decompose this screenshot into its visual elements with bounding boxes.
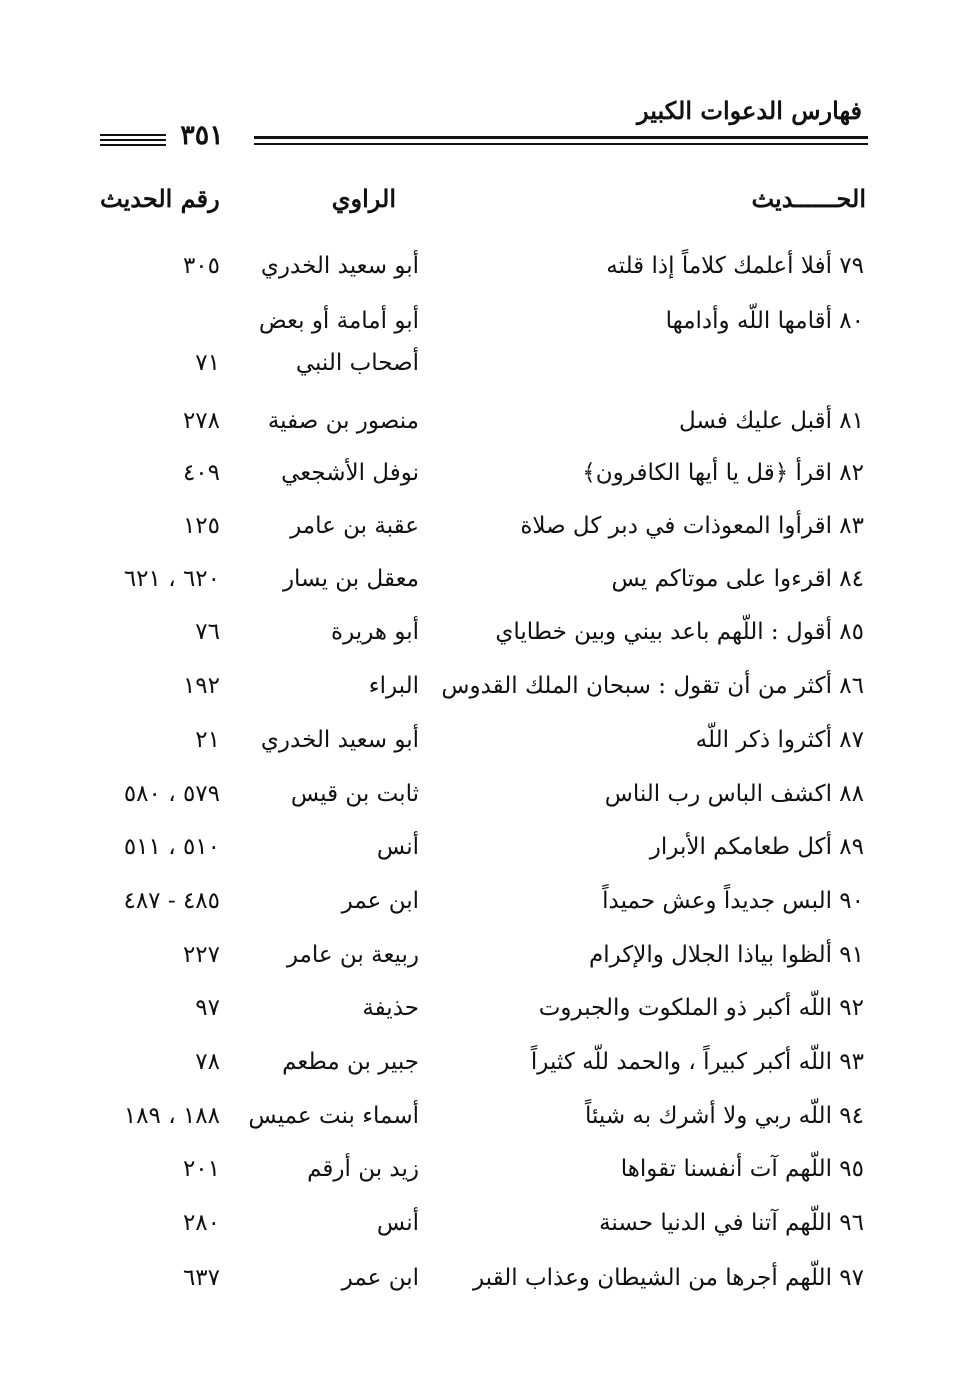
hadith-text: ٨٠ أقامها اللّه وأدامها — [665, 308, 864, 334]
hadith-text: ٩٤ اللّه ربي ولا أشرك به شيئاً — [584, 1103, 864, 1129]
rawi-name — [342, 1262, 419, 1294]
table-row — [0, 885, 954, 935]
rawi-name — [291, 778, 419, 810]
table-row — [0, 1153, 954, 1203]
column-header-rawi: الراوي — [331, 184, 396, 213]
hadith-number: ٧٨ — [195, 1049, 220, 1075]
rawi-line: أبو أمامة أو بعض — [258, 308, 419, 334]
rawi-line: أنس — [376, 834, 419, 860]
table-row — [0, 1262, 954, 1312]
hadith-number: ٢١ — [195, 727, 220, 753]
rawi-name — [281, 457, 419, 489]
hadith-text: ٨١ أقبل عليك فسل — [679, 408, 864, 434]
hadith-text: ٩٦ اللّهم آتنا في الدنيا حسنة — [599, 1210, 864, 1236]
rawi-line: ثابت بن قيس — [290, 781, 419, 807]
rawi-name — [261, 250, 419, 282]
rawi-line: زيد بن أرقم — [307, 1156, 419, 1182]
table-row — [0, 1207, 954, 1257]
rawi-line: جبير بن مطعم — [282, 1049, 419, 1075]
rawi-line: عقبة بن عامر — [290, 513, 419, 539]
page-number: ٣٥١ — [180, 120, 224, 151]
table-row — [0, 563, 954, 613]
table-row — [0, 510, 954, 560]
rawi-line: نوفل الأشجعي — [281, 460, 419, 486]
hadith-number: ٢٠١ — [182, 1156, 220, 1182]
rawi-name — [377, 831, 419, 863]
hadith-number: ٤٨٥ - ٤٨٧ — [123, 888, 220, 914]
rawi-name — [307, 1153, 419, 1185]
hadith-number: ١٢٥ — [182, 513, 220, 539]
hadith-text: ٨٣ اقرأوا المعوذات في دبر كل صلاة — [520, 513, 864, 539]
running-title: فهارس الدعوات الكبير — [637, 96, 862, 125]
table-row — [0, 405, 954, 455]
table-row — [0, 250, 954, 300]
table-row — [0, 457, 954, 507]
rawi-name — [362, 992, 419, 1024]
hadith-text: ٩٠ البس جديداً وعش حميداً — [602, 888, 864, 914]
hadith-text: ٨٦ أكثر من أن تقول : سبحان الملك القدوس — [441, 673, 864, 699]
rawi-name — [369, 670, 419, 702]
column-header-hadith: الحــــــديث — [751, 184, 866, 213]
hadith-text: ٨٧ أكثروا ذكر اللّه — [695, 727, 864, 753]
hadith-text: ٨٥ أقول : اللّهم باعد بيني وبين خطاياي — [495, 619, 864, 645]
rawi-name — [377, 1207, 419, 1239]
table-row — [0, 724, 954, 774]
rawi-line: أبو سعيد الخدري — [260, 727, 419, 753]
rawi-name — [248, 1100, 419, 1132]
rawi-name — [287, 939, 419, 971]
rawi-name — [342, 885, 419, 917]
hadith-number: ٦٣٧ — [182, 1265, 220, 1291]
table-row — [0, 670, 954, 720]
rawi-name — [268, 405, 419, 437]
rawi-line: أسماء بنت عميس — [248, 1103, 419, 1129]
rawi-name — [283, 563, 419, 595]
hadith-number: ١٨٨ ، ١٨٩ — [123, 1103, 220, 1129]
rawi-line: أبو سعيد الخدري — [260, 253, 419, 279]
table-row — [0, 1046, 954, 1096]
rawi-line: منصور بن صفية — [267, 408, 419, 434]
rawi-line: ابن عمر — [341, 1265, 419, 1291]
hadith-number: ٢٢٧ — [182, 942, 220, 968]
hadith-number: ٥٧٩ ، ٥٨٠ — [123, 781, 220, 807]
hadith-number: ٣٠٥ — [182, 253, 220, 279]
rawi-line: أنس — [376, 1210, 419, 1236]
hadith-text: ٩٧ اللّهم أجرها من الشيطان وعذاب القبر — [472, 1265, 864, 1291]
hadith-number: ٤٠٩ — [182, 460, 220, 486]
hadith-number: ١٩٢ — [182, 673, 220, 699]
column-header-number: رقم الحديث — [100, 184, 220, 213]
hadith-text: ٨٢ اقرأ ﴿قل يا أيها الكافرون﴾ — [582, 460, 864, 486]
rawi-line: ابن عمر — [341, 888, 419, 914]
hadith-number: ٥١٠ ، ٥١١ — [123, 834, 220, 860]
hadith-text: ٨٩ أكل طعامكم الأبرار — [649, 834, 864, 860]
hadith-text: ٩٢ اللّه أكبر ذو الملكوت والجبروت — [538, 995, 864, 1021]
hadith-number: ٢٨٠ — [182, 1210, 220, 1236]
hadith-number: ٩٧ — [195, 995, 220, 1021]
hadith-number: ٧١ — [195, 350, 220, 376]
hadith-text: ٨٤ اقرءوا على موتاكم يس — [611, 566, 864, 592]
rawi-name — [282, 1046, 419, 1078]
hadith-number: ٧٦ — [195, 619, 220, 645]
hadith-number: ٢٧٨ — [182, 408, 220, 434]
table-row — [0, 1100, 954, 1150]
rawi-line: ربيعة بن عامر — [286, 942, 419, 968]
hadith-number: ٦٢٠ ، ٦٢١ — [123, 566, 220, 592]
rawi-line: حذيفة — [362, 995, 419, 1021]
rawi-line: البراء — [368, 673, 419, 699]
rawi-name — [331, 616, 419, 648]
rawi-name — [290, 510, 419, 542]
rawi-line: معقل بن يسار — [282, 566, 419, 592]
hadith-text: ٨٨ اكشف الباس رب الناس — [604, 781, 864, 807]
hadith-text: ٩٥ اللّهم آت أنفسنا تقواها — [620, 1156, 864, 1182]
hadith-text: ٩١ ألظوا بياذا الجلال والإكرام — [588, 942, 864, 968]
table-row — [0, 939, 954, 989]
table-row — [0, 992, 954, 1042]
table-row — [0, 305, 954, 376]
table-row — [0, 778, 954, 828]
hadith-text: ٧٩ أفلا أعلمك كلاماً إذا قلته — [606, 253, 864, 279]
table-row — [0, 616, 954, 666]
rawi-line: أبو هريرة — [331, 619, 419, 645]
hadith-text: ٩٣ اللّه أكبر كبيراً ، والحمد للّه كثيراً — [530, 1049, 864, 1075]
table-row — [0, 831, 954, 881]
rawi-line-2: أصحاب النبي — [295, 350, 419, 376]
rawi-name — [261, 724, 419, 756]
rawi-name — [259, 305, 419, 379]
